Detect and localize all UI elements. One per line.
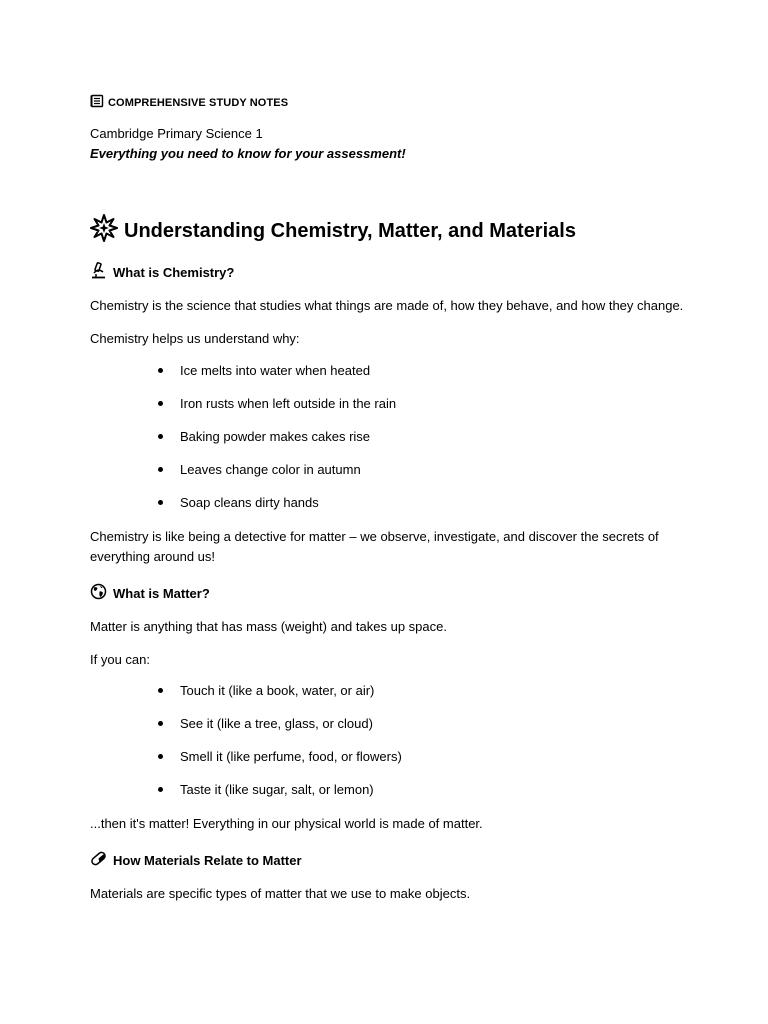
list-item-text: Touch it (like a book, water, or air) — [180, 683, 375, 698]
microscope-icon — [90, 262, 107, 282]
section-heading-materials — [90, 850, 302, 870]
bullet-icon — [158, 721, 163, 726]
bullet-icon — [158, 467, 163, 472]
bullet-icon — [158, 688, 163, 693]
page-title — [90, 214, 576, 248]
section-heading-text: What is Chemistry? — [113, 264, 235, 280]
bullet-icon — [158, 754, 163, 759]
tagline: Everything you need to know for your assessment! — [90, 146, 406, 161]
list-item — [158, 462, 361, 477]
paragraph: ...then it's matter! Everything in our physical world is made of matter. — [90, 816, 483, 831]
paragraph: Chemistry helps us understand why: — [90, 331, 300, 346]
list-item — [158, 495, 319, 510]
bullet-icon — [158, 401, 163, 406]
bullet-icon — [158, 368, 163, 373]
bullet-icon — [158, 500, 163, 505]
list-item-text: Smell it (like perfume, food, or flowers) — [180, 749, 402, 764]
list-item-text: Leaves change color in autumn — [180, 462, 361, 477]
bullet-icon — [158, 787, 163, 792]
list-item — [158, 363, 370, 378]
pill-icon — [90, 850, 107, 870]
notes-header — [90, 94, 288, 111]
list-item-text: Ice melts into water when heated — [180, 363, 371, 378]
sparkle-icon — [90, 214, 118, 248]
list-item-text: Baking powder makes cakes rise — [180, 429, 371, 444]
section-heading-chemistry — [90, 262, 234, 282]
paragraph: Chemistry is like being a detective for matter – we observe, investigate, and discover the secrets of everything around us! — [90, 529, 659, 564]
list-item — [158, 749, 402, 764]
list-item-text: See it (like a tree, glass, or cloud) — [180, 716, 373, 731]
list-item — [158, 782, 374, 797]
paragraph: Materials are specific types of matter that we use to make objects. — [90, 886, 471, 901]
notes-header-label: COMPREHENSIVE STUDY NOTES — [108, 96, 289, 109]
list-item — [158, 429, 370, 444]
page-title-text: Understanding Chemistry, Matter, and Materials — [124, 219, 576, 242]
list-item-text: Iron rusts when left outside in the rain — [180, 396, 397, 411]
list-item — [158, 716, 373, 731]
globe-icon — [90, 583, 107, 603]
paragraph: If you can: — [90, 652, 150, 667]
section-heading-matter — [90, 583, 210, 603]
notebook-icon — [90, 94, 104, 111]
bullet-icon — [158, 434, 163, 439]
paragraph: Matter is anything that has mass (weight) and takes up space. — [90, 619, 447, 634]
paragraph: Chemistry is the science that studies what things are made of, how they behave, and how they change. — [90, 298, 684, 313]
list-item — [158, 683, 374, 698]
course-name: Cambridge Primary Science 1 — [90, 126, 263, 141]
section-heading-text: How Materials Relate to Matter — [113, 852, 302, 868]
list-item-text: Soap cleans dirty hands — [180, 495, 319, 510]
section-heading-text: What is Matter? — [113, 585, 210, 601]
list-item — [158, 396, 396, 411]
list-item-text: Taste it (like sugar, salt, or lemon) — [180, 782, 374, 797]
